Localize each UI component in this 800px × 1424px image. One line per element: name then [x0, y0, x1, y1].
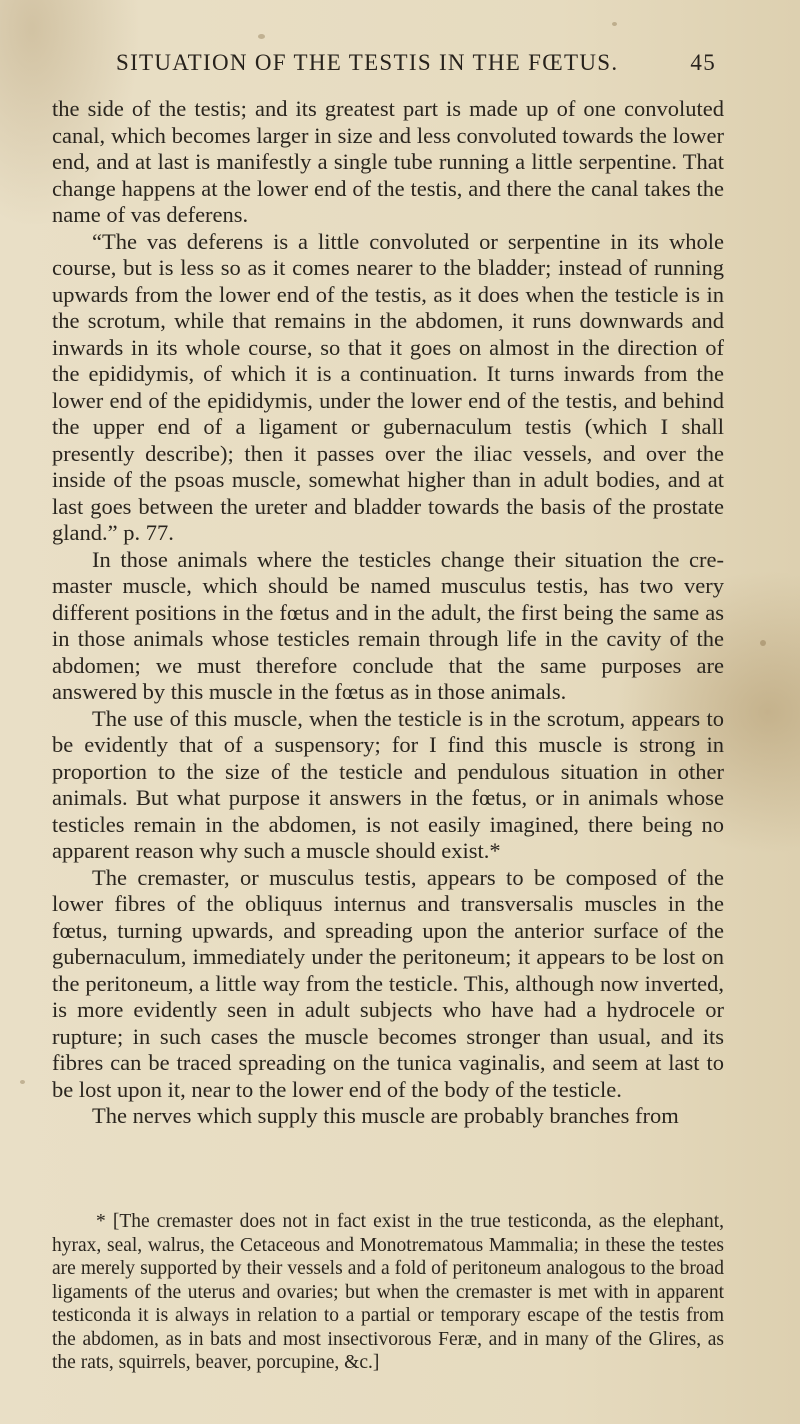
- page-number: 45: [690, 50, 716, 75]
- paper-speck: [20, 1080, 25, 1084]
- paragraph: the side of the testis; and its greatest part is made up of one convoluted canal, which becomes larger in size and less convoluted towards the lower end, and at last is manifestly a single tube running a little serpentine. That change happens at the lower end of the testis, and there the canal takes the name of vas deferens.: [52, 96, 724, 227]
- running-head: [116, 50, 716, 80]
- paragraph: “The vas deferens is a little convoluted or serpentine in its whole course, but is less so as it comes nearer to the bladder; instead of running upwards from the lower end of the testis, as it does when the testicle is in the scrotum, while that remains in the abdomen, it runs downwards and inwards in its whole course, so that it goes on almost in the direction of the epididymis, of which it is a continuation. It turns inwards from the lower end of the epididymis, under the lower end of the testis, and behind the upper end of a ligament or gubernaculum testis (which I shall presently describe); then it passes over the iliac vessels, and over the inside of the psoas muscle, somewhat higher than in adult bodies, and at last goes between the ureter and bladder towards the basis of the prostate gland.” p. 77.: [52, 228, 724, 545]
- paragraph: In those animals where the testicles change their situation the cremaster muscle, which should be named musculus testis, has two very different positions in the fœtus and in the adult, the first being the same as in those animals whose testicles remain through life in the cavity of the abdomen; we must therefore conclude that the same purposes are answered by this muscle in the fœtus as in those animals.: [52, 546, 724, 704]
- paragraph: The use of this muscle, when the testicle is in the scrotum, appears to be evidently that of a suspensory; for I find this muscle is strong in proportion to the size of the testicle and pendulous situation in other animals. But what purpose it answers in the fœtus, or in animals whose testicles remain in the abdomen, is not easily imagined, there being no apparent reason why such a muscle should exist.*: [52, 705, 724, 863]
- body-text: [52, 96, 724, 1130]
- paper-speck: [760, 640, 766, 646]
- footnote: * [The cremaster does not in fact exist in the true testiconda, as the elephant, hyrax, seal, walrus, the Cetaceous and Monotrematous Mammalia; in these the testes are merely supported by their vessels and a fold of peritoneum analogous to the broad ligaments of the uterus and ovaries; but when the cremaster is met with in apparent testiconda it is always in relation to a partial or temporary escape of the testis from the abdomen, as in bats and most insectivorous Feræ, and in many of the Glires, as the rats, squirrels, beaver, porcupine, &c.]: [52, 1211, 724, 1373]
- paragraph: The cremaster, or musculus testis, appears to be composed of the lower fibres of the obliquus internus and transversalis muscles in the fœtus, turning upwards, and spreading upon the anterior surface of the gubernaculum, immediately under the peritoneum; it appears to be lost on the peritoneum, a little way from the testicle. This, although now inverted, is more evidently seen in adult subjects who have had a hydrocele or rupture; in such cases the muscle becomes stronger than usual, and its fibres can be traced spreading on the tunica vaginalis, and seem at last to be lost upon it, near to the lower end of the body of the testicle.: [52, 864, 724, 1102]
- paper-speck: [612, 22, 617, 26]
- running-head-title: SITUATION OF THE TESTIS IN THE FŒTUS.: [116, 50, 619, 75]
- paper-speck: [258, 34, 265, 39]
- paragraph: The nerves which supply this muscle are probably branches from: [92, 1103, 679, 1128]
